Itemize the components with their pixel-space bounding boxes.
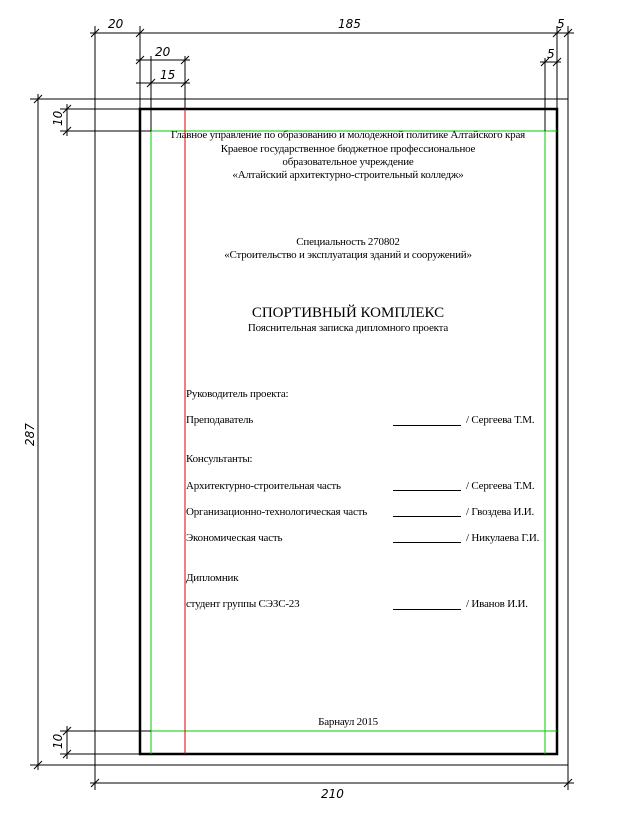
student-name: / Иванов И.И. xyxy=(466,598,528,610)
student-heading: Дипломник xyxy=(186,572,239,584)
dim-left-height: 287 xyxy=(23,423,37,446)
footer-city-year: Барнаул 2015 xyxy=(318,716,378,728)
consultant-2-name: / Гвоздева И.И. xyxy=(466,506,535,518)
project-title: СПОРТИВНЫЙ КОМПЛЕКС xyxy=(251,305,445,321)
dim-inner-right-margin: 5 xyxy=(547,47,555,61)
consultant-2-part: Организационно-технологическая часть xyxy=(186,506,368,518)
dim-top-left-margin: 20 xyxy=(108,17,124,31)
consultant-2-signature-line xyxy=(393,516,461,517)
dim-top-width: 185 xyxy=(338,17,361,31)
supervisor-signature-line xyxy=(393,425,461,426)
header-line-3: образовательное учреждение xyxy=(282,156,414,168)
specialty-code: Специальность 270802 xyxy=(296,236,400,248)
dim-left-bottom-margin: 10 xyxy=(51,733,65,749)
sheet-outline xyxy=(95,99,568,765)
dim-top-right-margin: 5 xyxy=(557,17,565,31)
consultant-1-name: / Сергеева Т.М. xyxy=(466,480,535,492)
header-line-4: «Алтайский архитектурно-строительный колледж» xyxy=(232,169,464,181)
supervisor-heading: Руководитель проекта: xyxy=(186,388,289,400)
specialty-name: «Строительство и эксплуатация зданий и сооружений» xyxy=(224,249,472,261)
page-frame xyxy=(140,109,557,754)
dim-inner-left-margin: 20 xyxy=(155,45,171,59)
consultant-1-part: Архитектурно-строительная часть xyxy=(186,480,341,492)
student-signature-line xyxy=(393,609,461,610)
consultant-3-name: / Никулаева Г.И. xyxy=(466,532,540,544)
supervisor-role: Преподаватель xyxy=(186,414,254,426)
consultant-3-signature-line xyxy=(393,542,461,543)
consultants-heading: Консультанты: xyxy=(186,453,253,465)
consultant-1-signature-line xyxy=(393,490,461,491)
student-group: студент группы СЭЗС-23 xyxy=(186,598,300,610)
project-subtitle: Пояснительная записка дипломного проекта xyxy=(247,322,449,334)
dim-bottom-width: 210 xyxy=(321,787,344,801)
supervisor-name: / Сергеева Т.М. xyxy=(466,414,535,426)
consultant-3-part: Экономическая часть xyxy=(186,532,283,544)
dim-left-top-margin: 10 xyxy=(51,110,65,126)
header-line-2: Краевое государственное бюджетное профессиональное xyxy=(220,143,476,155)
left-dimension-lines xyxy=(30,94,151,770)
dim-inner-left-offset: 15 xyxy=(160,68,176,82)
header-line-1: Главное управление по образованию и молодежной политике Алтайского края xyxy=(170,129,526,141)
